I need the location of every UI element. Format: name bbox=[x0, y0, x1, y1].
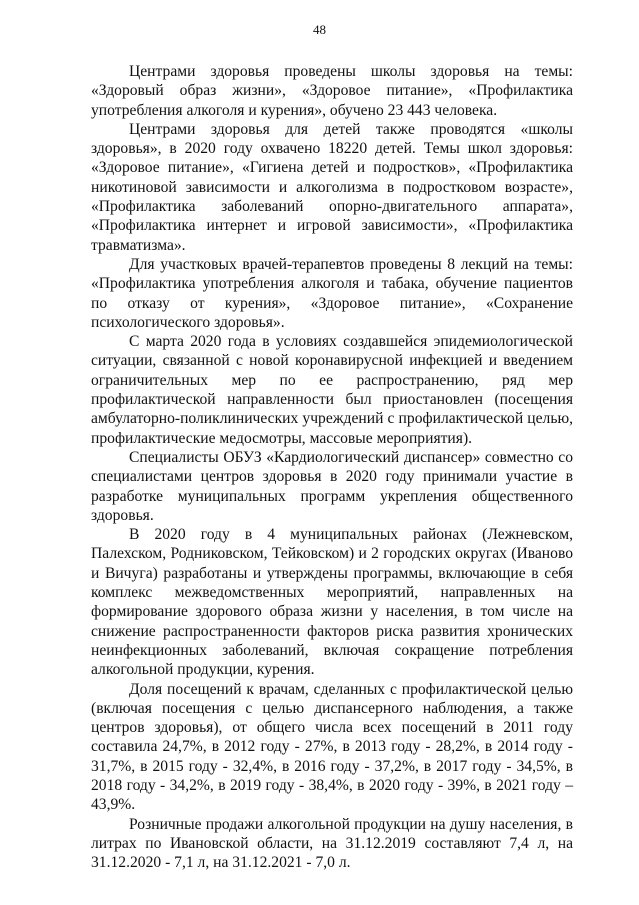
paragraph-alcohol-sales: Розничные продажи алкогольной продукции на душу населения, в литрах по Ивановской области, на 31.12.2019 составляют 7,4 л, на 31.12.2020 - 7,1 л, на 31.12.2021 - 7,0 л. bbox=[91, 815, 573, 872]
paragraph-cardiology-dispensary: Специалисты ОБУЗ «Кардиологический диспансер» совместно со специалистами центров здоровья в 2020 году принимали участие в разработке муниципальных программ укрепления общественного здоровья. bbox=[91, 448, 573, 524]
paragraph-children-health-schools: Центрами здоровья для детей также проводятся «школы здоровья», в 2020 году охвачено 18220 детей. Темы школ здоровья: «Здоровое питание», «Гигиена детей и подростков», «Профилактика никотиновой зависимости и алкоголизма в подростковом возрасте», «Профилактика заболеваний опорно-двигательного аппарата», «Профилактика интернет и игровой зависимости», «Профилактика травматизма». bbox=[91, 120, 573, 254]
document-body bbox=[91, 62, 573, 872]
paragraph-municipal-programs: В 2020 году в 4 муниципальных районах (Лежневском, Палехском, Родниковском, Тейковском) и 2 городских округах (Иваново и Вичуга) разработаны и утверждены программы, включающие в себя комплекс межведомственных мероприятий, направленных на формирование здорового образа жизни у населения, в том числе на снижение распространенности факторов риска развития хронических неинфекционных заболеваний, включая сокращение потребления алкогольной продукции, курения. bbox=[91, 526, 573, 679]
page-number: 48 bbox=[313, 22, 326, 37]
paragraph-preventive-visits-share: Доля посещений к врачам, сделанных с профилактической целью (включая посещения с целью диспансерного наблюдения, а также центров здоровья), от общего числа всех посещений в 2011 году составила 24,7%, в 2012 году - 27%, в 2013 году - 28,2%, в 2014 году - 31,7%, в 2015 году - 32,4%, в 2016 году - 37,2%, в 2017 году - 34,5%, в 2018 году - 34,2%, в 2019 году - 38,4%, в 2020 году - 39%, в 2021 году – 43,9%. bbox=[91, 680, 573, 814]
paragraph-health-schools: Центрами здоровья проведены школы здоровья на темы: «Здоровый образ жизни», «Здоровое питание», «Профилактика употребления алкоголя и курения», обучено 23 443 человека. bbox=[91, 63, 573, 119]
paragraph-therapist-lectures: Для участковых врачей-терапевтов проведены 8 лекций на темы: «Профилактика употребления алкоголя и табака, обучение пациентов по отказу от курения», «Здоровое питание», «Сохранение психологического здоровья». bbox=[91, 255, 573, 331]
paragraph-covid-restrictions: С марта 2020 года в условиях создавшейся эпидемиологической ситуации, связанной с новой коронавирусной инфекцией и введением ограничительных мер по ее распространению, ряд мер профилактической направленности был приостановлен (посещения амбулаторно-поликлинических учреждений с профилактической целью, профилактические медосмотры, массовые мероприятия). bbox=[91, 333, 573, 447]
